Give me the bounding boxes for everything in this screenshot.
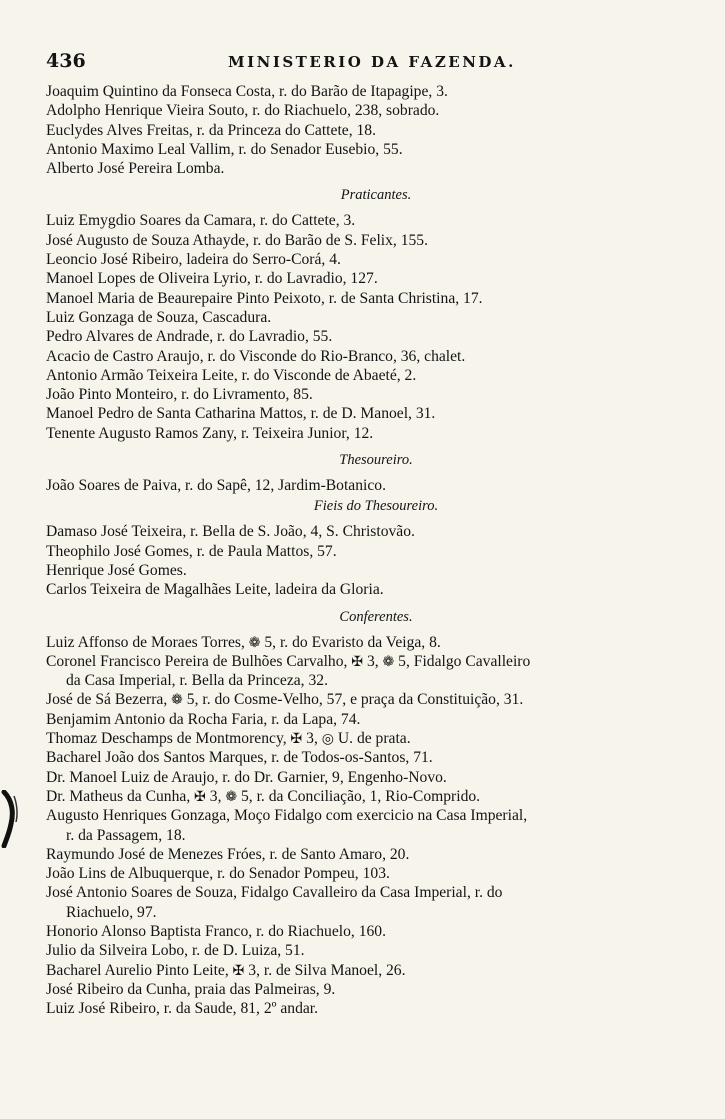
list-item: Carlos Teixeira de Magalhães Leite, ladeira da Gloria. [46, 581, 384, 599]
entry-text: 5, r. da Conciliação, 1, Rio-Comprido. [237, 787, 481, 805]
list-item: Henrique José Gomes. [46, 561, 187, 579]
list-item: Luiz José Ribeiro, r. da Saude, 81, 2º andar. [46, 1000, 319, 1018]
circle-order-icon: ◎ [321, 731, 334, 748]
section-title-fieis: Fieis do Thesoureiro. [313, 498, 439, 515]
list-item: Joaquim Quintino da Fonseca Costa, r. do Barão de Itapagipe, 3. [46, 83, 448, 100]
entry-text: Coronel Francisco Pereira de Bulhões Carvalho, [46, 652, 348, 670]
list-item: Benjamim Antonio da Rocha Faria, r. da Lapa, 74. [46, 710, 361, 728]
list-item: Antonio Maximo Leal Vallim, r. do Senador Eusebio, 55. [46, 140, 403, 158]
list-item: Adolpho Henrique Vieira Souto, r. do Riachuelo, 238, sobrado. [46, 102, 440, 120]
rose-order-icon: ❁ [382, 653, 395, 670]
list-item: Luiz Gonzaga de Souza, Cascadura. [46, 308, 272, 326]
list-item: Antonio Armão Teixeira Leite, r. do Visconde de Abaeté, 2. [46, 366, 417, 384]
list-item: Theophilo José Gomes, r. de Paula Mattos, 57. [46, 542, 337, 560]
list-item [46, 633, 686, 652]
list-item: Julio da Silveira Lobo, r. de D. Luiza, 51. [46, 942, 305, 960]
list-item [46, 652, 686, 671]
list-item: Luiz Emygdio Soares da Camara, r. do Cattete, 3. [46, 212, 356, 230]
section-title-praticantes: Praticantes. [340, 187, 412, 204]
list-item: Bacharel João dos Santos Marques, r. de Todos-os-Santos, 71. [46, 749, 433, 767]
list-item: Acacio de Castro Araujo, r. do Visconde do Rio-Branco, 36, chalet. [46, 347, 466, 365]
cross-order-icon: ✠ [232, 962, 245, 979]
entry-text: Dr. Matheus da Cunha, [46, 787, 191, 805]
entry-text: Thomaz Deschamps de Montmorency, [46, 730, 287, 748]
running-title: MINISTERIO DA FAZENDA. [228, 53, 516, 71]
rose-order-icon: ❁ [225, 788, 238, 805]
list-item: Augusto Henriques Gonzaga, Moço Fidalgo com exercicio na Casa Imperial, [46, 807, 528, 825]
list-item: Alberto José Pereira Lomba. [46, 160, 225, 178]
list-item: João Pinto Monteiro, r. do Livramento, 85. [46, 386, 313, 404]
list-item: Leoncio José Ribeiro, ladeira do Serro-Corá, 4. [46, 251, 341, 269]
conferentes-list [46, 633, 686, 1019]
entry-text: 3, [205, 787, 222, 805]
list-item: José Antonio Soares de Souza, Fidalgo Cavalleiro da Casa Imperial, r. do [46, 884, 503, 902]
cross-order-icon: ✠ [290, 731, 303, 748]
list-item: Pedro Alvares de Andrade, r. do Lavradio, 55. [46, 328, 333, 346]
list-item: Manoel Maria de Beaurepaire Pinto Peixoto, r. de Santa Christina, 17. [46, 289, 483, 307]
staff-list [46, 82, 686, 178]
list-item [46, 729, 686, 748]
list-item: João Lins de Albuquerque, r. do Senador Pompeu, 103. [46, 865, 390, 883]
entry-text: U. de prata. [333, 730, 411, 748]
list-item: José Augusto de Souza Athayde, r. do Barão de S. Felix, 155. [46, 231, 429, 249]
list-item: Manoel Pedro de Santa Catharina Mattos, r. de D. Manoel, 31. [46, 405, 436, 423]
page-header [46, 50, 686, 80]
document-body [46, 82, 686, 1018]
entry-text: 3, [302, 730, 318, 748]
cross-order-icon: ✠ [194, 788, 206, 805]
list-item: Damaso José Teixeira, r. Bella de S. João, 4, S. Christovão. [46, 523, 415, 541]
list-item: Honorio Alonso Baptista Franco, r. do Riachuelo, 160. [46, 922, 386, 940]
list-item [46, 690, 686, 709]
list-item-continuation: Riachuelo, 97. [66, 903, 157, 921]
entry-text: Luiz Affonso de Moraes Torres, [46, 633, 245, 651]
entry-text: 3, r. de Silva Manoel, 26. [244, 961, 406, 979]
fieis-list [46, 522, 686, 599]
cross-order-icon: ✠ [351, 653, 364, 670]
page-number: 436 [46, 50, 86, 72]
section-title-conferentes: Conferentes. [339, 608, 413, 625]
entry-text: 5, Fidalgo Cavalleiro [394, 652, 531, 670]
list-item: Tenente Augusto Ramos Zany, r. Teixeira Junior, 12. [46, 424, 374, 442]
list-item: Dr. Manoel Luiz de Araujo, r. do Dr. Garnier, 9, Engenho-Novo. [46, 768, 447, 786]
list-item: José Ribeiro da Cunha, praia das Palmeiras, 9. [46, 980, 336, 998]
list-item-continuation: r. da Passagem, 18. [66, 826, 186, 844]
section-title-thesoureiro: Thesoureiro. [339, 452, 413, 469]
list-item: Euclydes Alves Freitas, r. da Princeza do Cattete, 18. [46, 121, 376, 139]
entry-text: 5, r. do Cosme-Velho, 57, e praça da Constituição, 31. [182, 691, 524, 709]
entry-text: 3, [363, 652, 379, 670]
list-item [46, 787, 686, 806]
list-item: Manoel Lopes de Oliveira Lyrio, r. do Lavradio, 127. [46, 270, 378, 288]
entry-text: Bacharel Aurelio Pinto Leite, [46, 961, 229, 979]
list-item: Raymundo José de Menezes Fróes, r. de Santo Amaro, 20. [46, 845, 410, 863]
entry-text: 5, r. do Evaristo da Veiga, 8. [260, 633, 441, 651]
list-item: João Soares de Paiva, r. do Sapê, 12, Jardim-Botanico. [46, 477, 386, 495]
entry-text: José de Sá Bezerra, [46, 691, 168, 709]
list-item-continuation: da Casa Imperial, r. Bella da Princeza, 32. [66, 672, 328, 690]
list-item [46, 961, 686, 980]
rose-order-icon: ❁ [248, 634, 261, 651]
praticantes-list [46, 211, 686, 443]
margin-ink-mark [0, 790, 22, 848]
rose-order-icon: ❁ [171, 692, 183, 709]
